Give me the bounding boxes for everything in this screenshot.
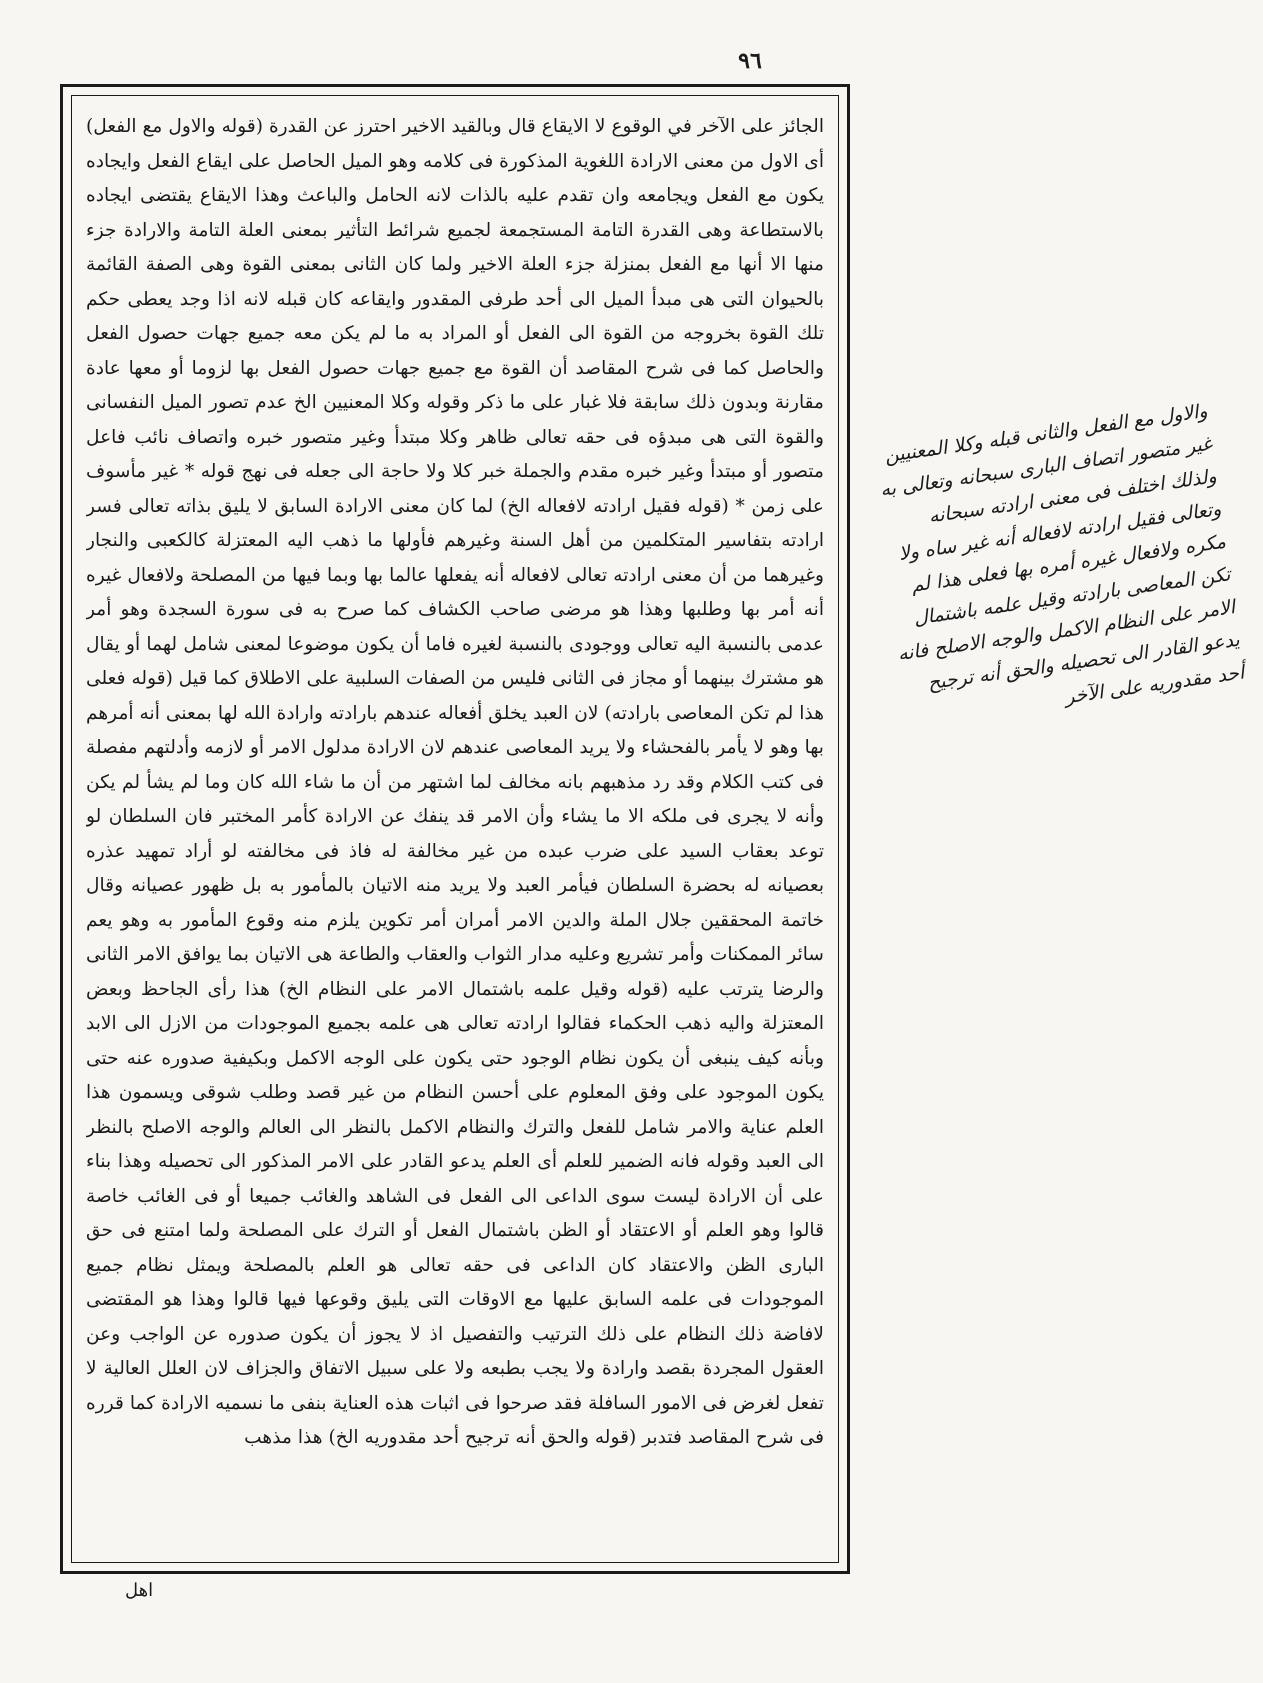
main-text: الجائز على الآخر في الوقوع لا الايقاع قال وبالقيد الاخير احترز عن القدرة (قوله والاول مع الفعل) أى الاول من معنى الارادة اللغوية المذكورة فى كلامه وهو الميل الحاصل على ايقاع الفعل وايجاده يكون مع الفعل ويجامعه وان تقدم عليه بالذات لانه الحامل والباعث وهذا الايقاع يقتضى ايجاده بالاستطاعة وهى القدرة التامة المستجمعة لجميع شرائط التأثير بمعنى العلة التامة والارادة جزء منها الا أنها مع الفعل بمنزلة جزء العلة الاخير ولما كان الثانى بمعنى القوة وهى الصفة القائمة بالحيوان التى هى مبدأ الميل الى أحد طرفى المقدور وايقاعه كان قبله لانه اذا وجد يعطى حكم تلك القوة بخروجه من القوة الى الفعل أو المراد به ما لم يكن معه جميع جهات حصول الفعل والحاصل كما فى شرح المقاصد أن القوة مع جميع جهات حصول الفعل بها لزوما أو معها عادة مقارنة وبدون ذلك سابقة فلا غبار على ما ذكر وقوله وكلا المعنيين الخ عدم تصور الميل النفسانى والقوة التى هى مبدؤه فى حقه تعالى ظاهر وكلا مبتدأ وغير متصور خبره واتصاف نائب فاعل متصور أو مبتدأ وغير خبره مقدم والجملة خبر كلا ولا حاجة الى جعله فى نهج قوله * غير مأسوف على زمن * (قوله فقيل ارادته لافعاله الخ) لما كان معنى الارادة السابق لا يليق بذاته تعالى فسر ارادته بتفاسير المتكلمين من أهل السنة وغيرهم فأولها ما ذهب اليه المعتزلة كالكعبى والنجار وغيرهما من أن معنى ارادته تعالى لافعاله أنه يفعلها عالما بها وبما فيها من المصلحة ولافعال غيره أنه أمر بها وطلبها وهذا هو مرضى صاحب الكشاف كما صرح به فى سورة السجدة وهو أمر عدمى بالنسبة اليه تعالى ووجودى بالنسبة لغيره فاما أن يكون موضوعا لمعنى شامل لهما أو يقال هو مشترك بينهما أو مجاز فى الثانى فليس من الصفات السلبية على الاطلاق كما قيل (قوله فعلى هذا لم تكن المعاصى بارادته) لان العبد يخلق أفعاله عندهم بارادته وارادة الله لها بمعنى أنه أمرهم بها وهو لا يأمر بالفحشاء ولا يريد المعاصى عندهم لان الارادة مدلول الامر أو لازمه وأدلتهم مفصلة فى كتب الكلام وقد رد مذهبهم بانه مخالف لما اشتهر من أن ما شاء الله كان وما لم يشأ لم يكن وأنه لا يجرى فى ملكه الا ما يشاء وأن الامر قد ينفك عن الارادة كأمر المختبر فان السلطان لو توعد بعقاب السيد على ضرب عبده من غير مخالفة له فاذ فى مخالفته لو أراد تمهيد عذره بعصيانه له بحضرة السلطان فيأمر العبد ولا يريد منه الاتيان بالمأمور به بل ظهور عصيانه وقال خاتمة المحققين جلال الملة والدين الامر أمران أمر تكوين يلزم منه وقوع المأمور به وهو يعم سائر الممكنات وأمر تشريع وعليه مدار الثواب والعقاب والطاعة هى الاتيان بما يوافق الامر الثانى والرضا يترتب عليه (قوله وقيل علمه باشتمال الامر على النظام الخ) هذا رأى الجاحظ وبعض المعتزلة واليه ذهب الحكماء فقالوا ارادته تعالى هى علمه بجميع الموجودات من الازل الى الابد وبأنه كيف ينبغى أن يكون نظام الوجود حتى يكون على الوجه الاكمل وبكيفية صدوره عنه حتى يكون الموجود على وفق المعلوم على أحسن النظام من غير قصد وطلب شوقى ويسمون هذا العلم عناية والامر شامل للفعل والترك والنظام الاكمل بالنظر الى العالم والوجه الاصلح بالنظر الى العبد وقوله فانه الضمير للعلم أى العلم يدعو القادر على الامر المذكور الى تحصيله وهذا بناء على أن الارادة ليست سوى الداعى الى الفعل فى الشاهد والغائب جميعا أو فى الغائب خاصة قالوا وهو العلم أو الاعتقاد أو الظن باشتمال الفعل أو الترك على المصلحة ولما امتنع فى حق البارى الظن والاعتقاد كان الداعى فى حقه تعالى هو العلم بالمصلحة ويمثل نظام جميع الموجودات فى علمه السابق عليها مع الاوقات التى يليق وقوعها فيها قالوا وهذا هو المقتضى لافاضة ذلك النظام على ذلك الترتيب والتفصيل اذ لا يجوز أن يكون صدوره عن الواجب وعن العقول المجردة بقصد وارادة ولا يجب بطبعه ولا على سبيل الاتفاق والجزاف لان العلل العالية لا تفعل لغرض فى الامور السافلة فقد صرحوا فى اثبات هذه العناية بنفى ما نسميه الارادة كما قرره فى شرح المقاصد فتدبر (قوله والحق أنه ترجيح أحد مقدوريه الخ) هذا مذهب bbox=[86, 116, 824, 1448]
margin-note: والاول مع الفعل والثانى قبله وكلا المعنيين غير متصور اتصاف البارى سبحانه وتعالى به ولذلك اختلف فى معنى ارادته سبحانه وتعالى فقيل ارادته لافعاله أنه غير ساه ولا مكره ولافعال غيره أمره بها فعلى هذا لم تكن المعاصى بارادته وقيل علمه باشتمال الامر على النظام الاكمل والوجه الاصلح فانه يدعو القادر الى تحصيله والحق أنه ترجيح أحد مقدوريه على الآخر bbox=[878, 399, 1246, 709]
catchword: اهل bbox=[125, 1580, 154, 1601]
page-number: ٩٦ bbox=[738, 48, 762, 74]
page-frame bbox=[60, 84, 850, 1574]
page-frame-inner bbox=[71, 95, 839, 1563]
